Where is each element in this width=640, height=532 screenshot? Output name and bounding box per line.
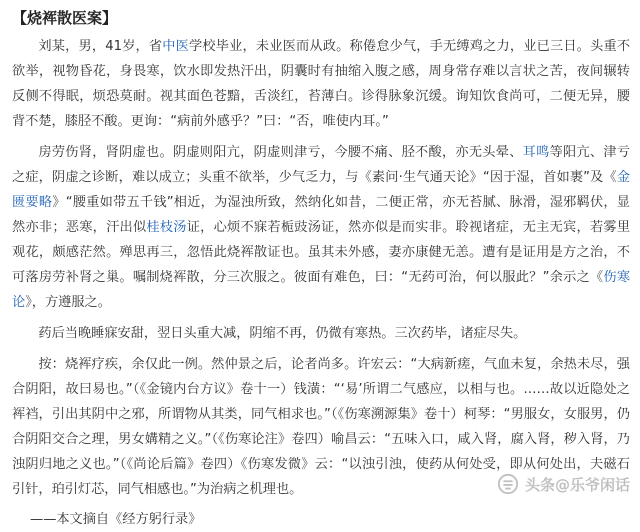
- text-run: 药后当晚睡寐安甜，翌日头重大减，阴缩不再，仍微有寒热。三次药毕，诸症尽失。: [38, 326, 527, 341]
- link-shanghanlun[interactable]: 伤寒论: [12, 270, 631, 310]
- text-run: 房劳伤肾，肾阴虚也。阴虚则阳亢，阴虚则津亏，今腰不痛、胫不酸，亦无头晕、: [38, 145, 523, 160]
- paragraph-analysis: [12, 140, 630, 315]
- watermark: [497, 473, 630, 495]
- link-jingui-yaolue[interactable]: 金匮要略: [12, 170, 630, 210]
- text-run: 刘某，男，41岁，省: [38, 39, 163, 54]
- link-guizhitang[interactable]: 桂枝汤: [146, 220, 187, 235]
- link-zhongyi[interactable]: 中医: [162, 39, 190, 54]
- text-run: 》，方遵服之。: [25, 295, 111, 310]
- link-erming[interactable]: 耳鸣: [522, 145, 550, 160]
- article-source: ——本文摘自《经方躬行录》: [30, 512, 202, 527]
- text-run: 》“腰重如带五千钱”相近，为湿浊所致，然纳化如昔，二便正常，亦无苔腻、脉滑，湿邪羁伏，显然亦非；恶寒，汗出似: [12, 195, 630, 235]
- paragraph-case: [12, 34, 630, 134]
- article-title: 【烧裈散医案】: [12, 9, 118, 27]
- text-run: 证，心烦不寐若栀豉汤证，然亦似是而实非。聆视诸症，无主无宾，若雾里观花，颇感茫然。殚思再三，忽悟此烧裈散证也。虽其未外感，妻亦康健无恙。遭有是证用是方之治，不可落房劳补肾之巢。嘱制烧裈散，分三次服之。彼面有难色，曰：“无药可治，何以服此？”余示之《: [12, 220, 631, 285]
- toutiao-logo-icon: [497, 473, 519, 495]
- paragraph-outcome: [12, 321, 630, 346]
- text-run: 按：烧裈疗疾，余仅此一例。然仲景之后，论者尚多。许宏云：“大病新瘥，气血未复，余热未尽，强合阴阳，故曰易也。”（《金镜内台方议》卷十一）钱潢：“‘易’所谓二气感应，以相与也。……故以近隐处之裈裆，引出其阴中之邪，所谓物从其类，同气相求也。”（《伤寒溯源集》卷十）柯琴：“男服女，女服男，仍合阴阳交合之理，男女媾精之义。”（《伤寒论注》卷四）喻昌云：“五味入口，咸入肾，腐入肾，秽入肾，乃浊阴归地之义也。”（《尚论后篇》卷四）《伤寒发微》云：“以浊引浊，使药从何处受，即从何处出，夫磁石引针，珀引灯芯，同气相感也。”为治病之机理也。: [12, 357, 630, 497]
- text-run: 等阳亢、津亏之症，阴虚之诊断，难以成立；头重不欲举，少气乏力，与《素问·生气通天论》“因于湿，首如裹”及《: [12, 145, 631, 185]
- watermark-text: 头条@乐爷闲话: [524, 475, 630, 494]
- text-run: 学校毕业，未业医而从政。称倦怠少气，手无缚鸡之力，业已三日。头重不欲举，视物昏花，身畏寒，饮水即发热汗出，阴囊时有抽缩入腹之感，周身常存难以言状之苦，夜间辗转反侧不得眠，烦恐莫耐。视其面色苍黯，舌淡红，苔薄白。诊得脉象沉缓。询知饮食尚可，二便无异，腰背不楚，膝胫不酸。更询：“病前外感乎？”曰：“否，唯使内耳。”: [12, 39, 631, 129]
